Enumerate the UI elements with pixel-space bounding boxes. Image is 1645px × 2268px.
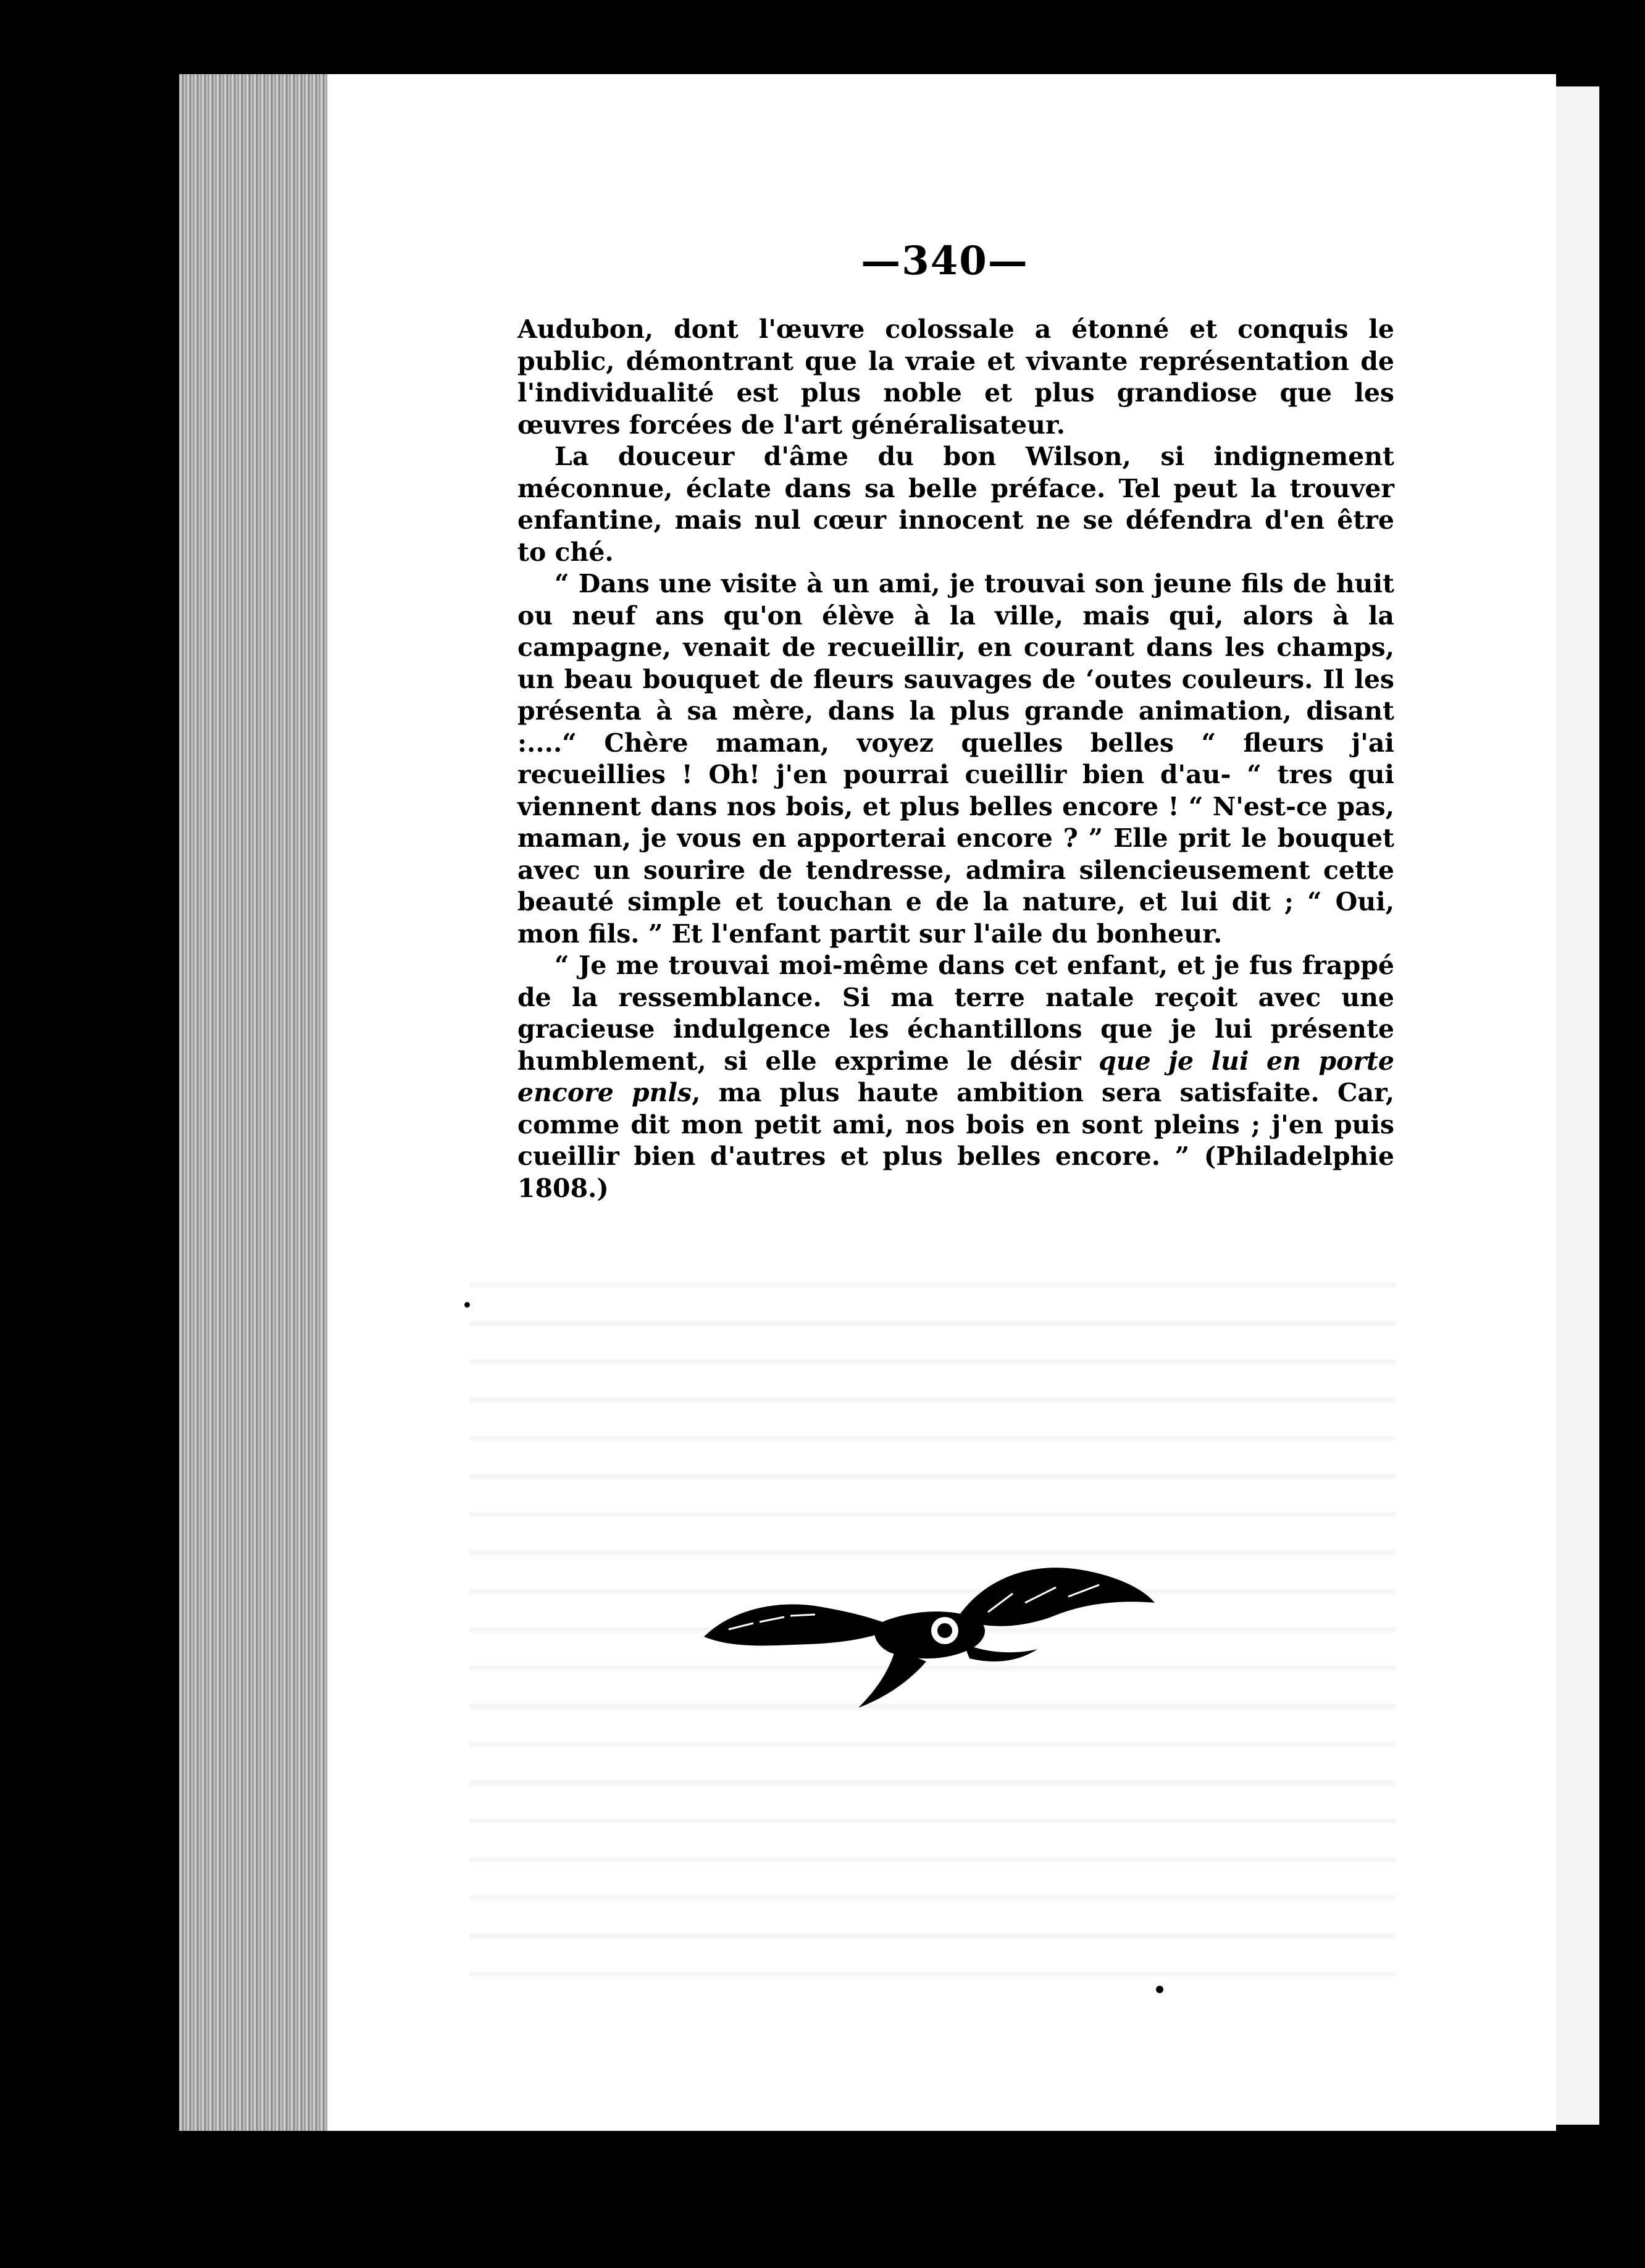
- body-text: [517, 314, 1394, 1204]
- eagle-ornament-icon: [692, 1544, 1161, 1717]
- ink-speck: [1156, 1986, 1163, 1993]
- book-page-edges: [179, 74, 327, 2131]
- paragraph-1: Audubon, dont l'œuvre colossale a étonné et conquis le public, démontrant que la vraie et vivante représentation de l'individualité est plus noble et plus grandiose que les œuvres forcées de l'art généralisateur.: [517, 314, 1394, 440]
- paragraph-4-wilson-quote: “ Je me trouvai moi-même dans cet enfant, et je fus frappé de la ressemblance. Si ma terre natale reçoit avec une gracieuse indulgence les échantillons que je lui présente humblement, si elle exprime le désir que je lui en porte encore pnls, ma plus haute ambition sera satisfaite. Car, comme dit mon petit ami, nos bois en sont pleins ; j'en puis cueillir bien d'autres et plus belles encore. ” (Philadelphie 1808.): [517, 951, 1394, 1203]
- paragraph-3-wilson-quote: “ Dans une visite à un ami, je trouvai son jeune fils de huit ou neuf ans qu'on élève à la ville, mais qui, alors à la campagne, venait de recueillir, en courant dans les champs, un beau bouquet de fleurs sauvages de ‘outes couleurs. Il les présenta à sa mère, dans la plus grande animation, disant :....“ Chère maman, voyez quelles belles “ fleurs j'ai recueillies ! Oh! j'en pourrai cueillir bien d'au- “ tres qui viennent dans nos bois, et plus belles encore ! “ N'est-ce pas, maman, je vous en apporterai encore ? ” Elle prit le bouquet avec un sourire de tendresse, admira silencieusement cette beauté simple et touchan e de la nature, et lui dit ; “ Oui, mon fils. ” Et l'enfant partit sur l'aile du bonheur.: [517, 569, 1394, 949]
- paragraph-2: La douceur d'âme du bon Wilson, si indignement méconnue, éclate dans sa belle préface. Tel peut la trouver enfantine, mais nul cœur innocent ne se défendra d'en être to ché.: [517, 442, 1394, 567]
- italic-phrase: que je lui en porte encore pnls: [517, 1046, 1394, 1107]
- ink-speck: [464, 1302, 470, 1308]
- page-number: —340—: [861, 238, 1029, 284]
